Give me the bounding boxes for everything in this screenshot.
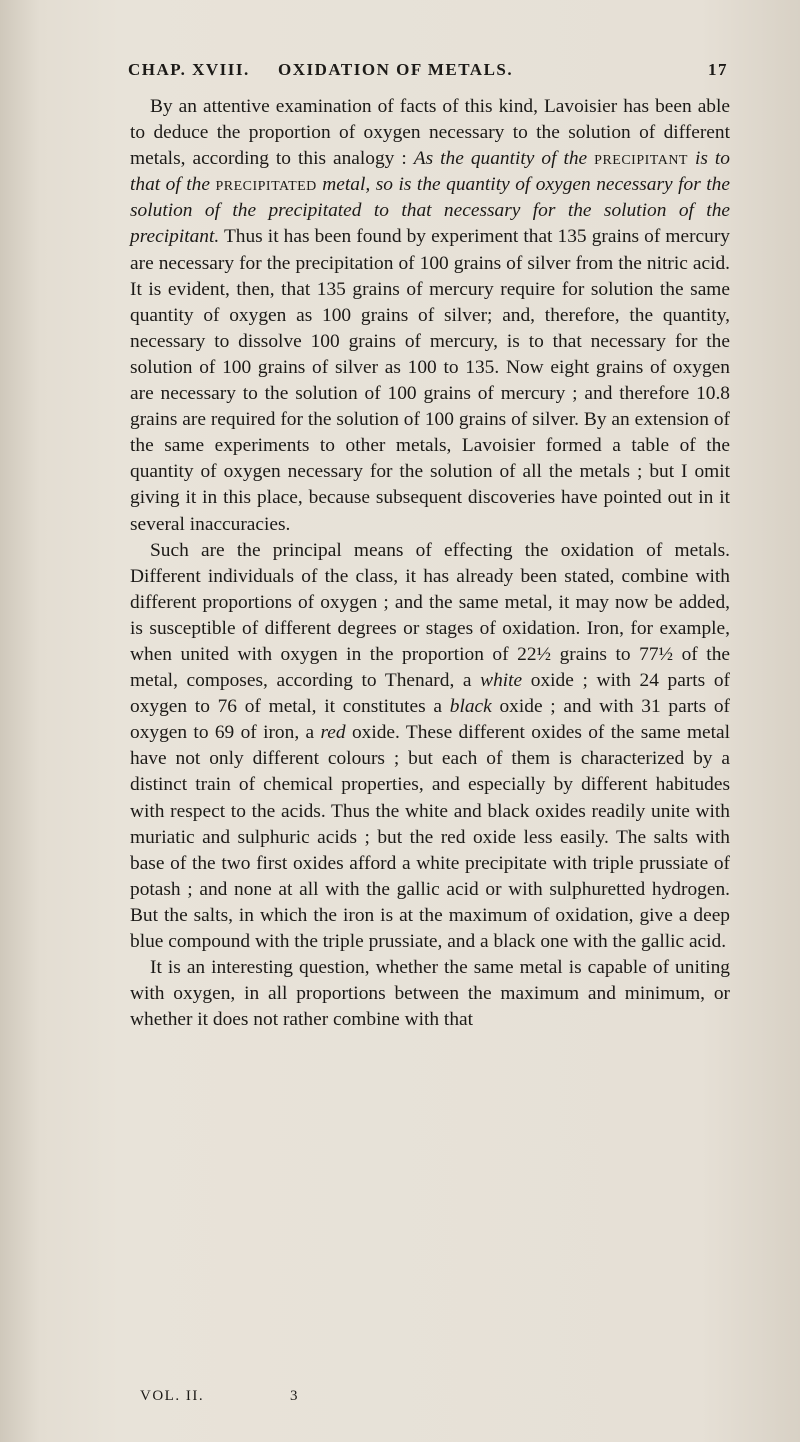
italic-text: black [449,696,492,718]
text-run: oxide ; and with 31 parts of oxygen to 69 of iron, a [130,696,730,744]
body-text [130,94,730,1033]
signature-mark: 3 [290,1388,299,1404]
paragraph [130,94,730,538]
page-number: 17 [708,60,728,79]
small-caps-text: precipitant [594,148,688,170]
chapter-label: CHAP. XVIII. [128,60,250,79]
italic-text: white [480,670,523,692]
small-caps-text: precipitated [215,174,317,196]
italic-text: As the quantity of the [413,148,595,170]
text-run: By an attentive examination of facts of this kind, Lavoisier has been able to deduce the proportion of oxygen necessary to the solution of different metals, according to this analogy : [130,96,730,170]
volume-label: VOL. II. [140,1388,205,1404]
paragraph [130,538,730,956]
page-footer [140,1388,440,1412]
text-run: Such are the principal means of effecting the oxidation of metals. Different individuals of the class, it has already been stated, combine with different proportions of oxygen ; and the same metal, it may now be added, is susceptible of different degrees or stages of oxidation. Iron, for example, when united with oxygen in the proportion of 22½ grains to 77½ of the metal, composes, according to Thenard, a [130,539,730,692]
text-run: Thus it has been found by experiment that 135 grains of mercury are necessary for the precipitation of 100 grains of silver from the nitric acid. It is evident, then, that 135 grains of mercury require for solution the same quantity of oxygen as 100 grains of silver; and, therefore, the quantity, necessary to dissolve 100 grains of mercury, is to that necessary for the solution of 100 grains of silver as 100 to 135. Now eight grains of oxygen are necessary to the solution of 100 grains of mercury ; and therefore 10.8 grains are required for the solution of 100 grains of silver. By an extension of the same experiments to other metals, Lavoisier formed a table of the quantity of oxygen necessary for the solution of all the metals ; but I omit giving it in this place, because subsequent discoveries have pointed out in it several inaccuracies. [130,226,730,535]
running-header [128,60,728,86]
italic-text: is to that of the [130,148,730,196]
text-run: oxide. These different oxides of the same metal have not only different colours ; but each of them is characterized by a distinct train of chemical properties, and especially by different habitudes with respect to the acids. Thus the white and black oxides readily unite with muriatic and sulphuric acids ; but the red oxide less easily. The salts with base of the two first oxides afford a white precipitate with triple prussiate of potash ; and none at all with the gallic acid or with sulphuretted hydrogen. But the salts, in which the iron is at the maximum of oxidation, give a deep blue compound with the triple prussiate, and a black one with the gallic acid. [130,722,731,952]
running-title: OXIDATION OF METALS. [278,60,514,79]
italic-text: metal, so is the quantity of oxygen necessary for the solution of the precipitated to that necessary for the solution of the precipitant. [130,174,730,248]
text-run: It is an interesting question, whether the same metal is capable of uniting with oxygen, in all proportions between the maximum and minimum, or whether it does not rather combine with that [130,957,730,1031]
paragraph [130,955,730,1033]
italic-text: red [320,722,346,744]
text-run: oxide ; with 24 parts of oxygen to 76 of metal, it constitutes a [130,670,730,718]
